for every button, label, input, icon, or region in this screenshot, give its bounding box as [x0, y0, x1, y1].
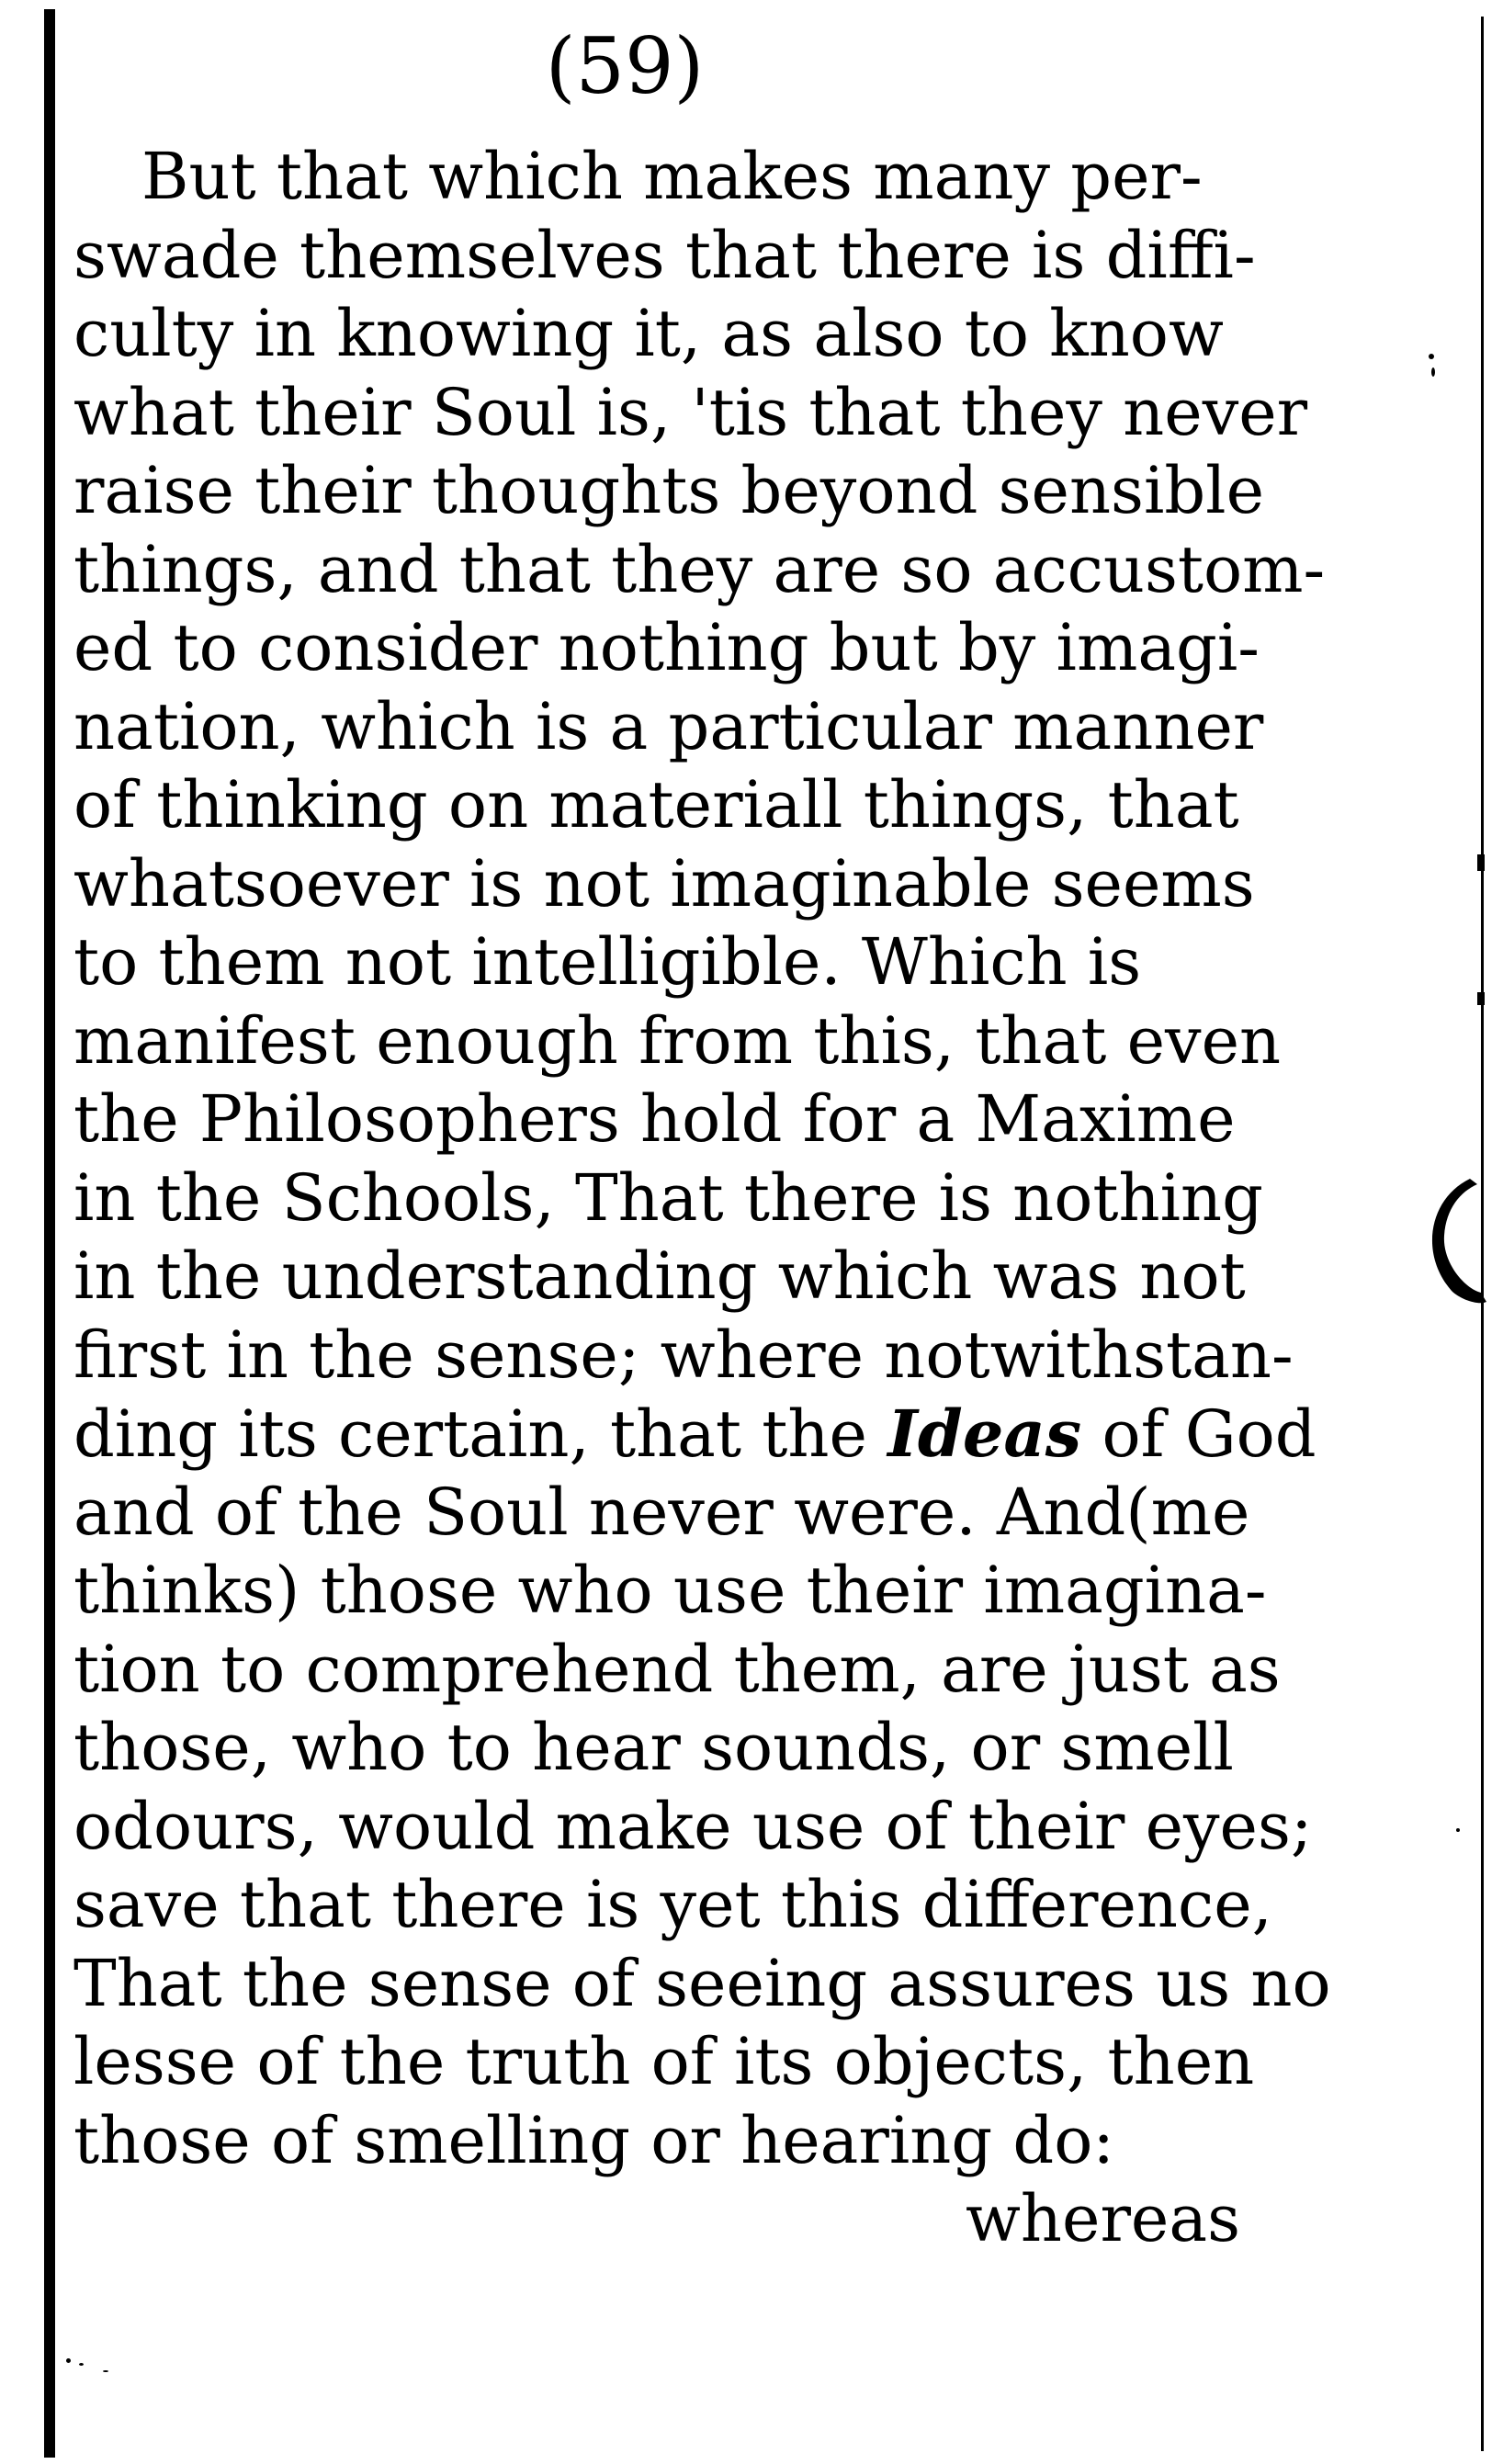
text-line: odours, would make use of their eyes;: [73, 1788, 1313, 1864]
text-line: those, who to hear sounds, or smell: [73, 1710, 1234, 1785]
text-line: in the Schools, That there is nothing: [73, 1159, 1263, 1236]
edge-mark: [1477, 854, 1485, 871]
margin-speck: [1431, 367, 1435, 377]
text-line: things, and that they are so accustom-: [73, 531, 1326, 607]
text-line: save that there is yet this difference,: [73, 1867, 1272, 1942]
page-number: (59): [545, 21, 705, 111]
text-line: But that which makes many per-: [141, 139, 1203, 214]
text-line: in the understanding which was not: [73, 1238, 1246, 1314]
text-line: to them not intelligible. Which is: [73, 924, 1142, 1000]
text-line: the Philosophers hold for a Maxime: [73, 1081, 1236, 1157]
text-line: what their Soul is, 'tis that they never: [73, 374, 1308, 450]
text-line: whatsoever is not imaginable seems: [73, 845, 1255, 921]
text-line: lesse of the truth of its objects, then: [73, 2024, 1255, 2099]
margin-speck: [1429, 354, 1434, 359]
text-line: ed to consider nothing but by imagi-: [73, 610, 1260, 685]
text-line: first in the sense; where notwithstan-: [73, 1317, 1294, 1393]
text-line: manifest enough from this, that even: [73, 1002, 1282, 1079]
text-line: and of the Soul never were. And(me: [73, 1474, 1250, 1550]
text-line: those of smelling or hearing do:: [73, 2102, 1114, 2178]
margin-speck: [66, 2358, 71, 2363]
page-edge-bracket-mark: [1415, 1171, 1488, 1309]
text-line: culty in knowing it, as also to know: [73, 296, 1224, 371]
edge-mark: [1477, 992, 1485, 1005]
margin-speck: [1456, 1828, 1460, 1832]
text-fragment: of God: [1081, 1396, 1317, 1472]
text-line: thinks) those who use their imagina-: [73, 1553, 1267, 1628]
text-line: of thinking on materiall things, that: [73, 767, 1239, 842]
text-line: tion to comprehend them, are just as: [73, 1631, 1281, 1707]
text-fragment: ding its certain, that the: [73, 1396, 888, 1472]
margin-speck: [103, 2370, 108, 2372]
italic-term-ideas: Ideas: [887, 1396, 1082, 1472]
text-line: swade themselves that there is diffi-: [73, 217, 1256, 293]
text-line: [73, 1395, 1317, 1474]
margin-speck: [79, 2363, 84, 2366]
text-line: nation, which is a particular manner: [73, 688, 1264, 764]
text-line: raise their thoughts beyond sensible: [73, 453, 1264, 528]
text-line: That the sense of seeing assures us no: [73, 1945, 1331, 2021]
catchword: whereas: [966, 2181, 1240, 2256]
left-border-rule: [44, 9, 55, 2458]
body-text: [73, 138, 1331, 2259]
